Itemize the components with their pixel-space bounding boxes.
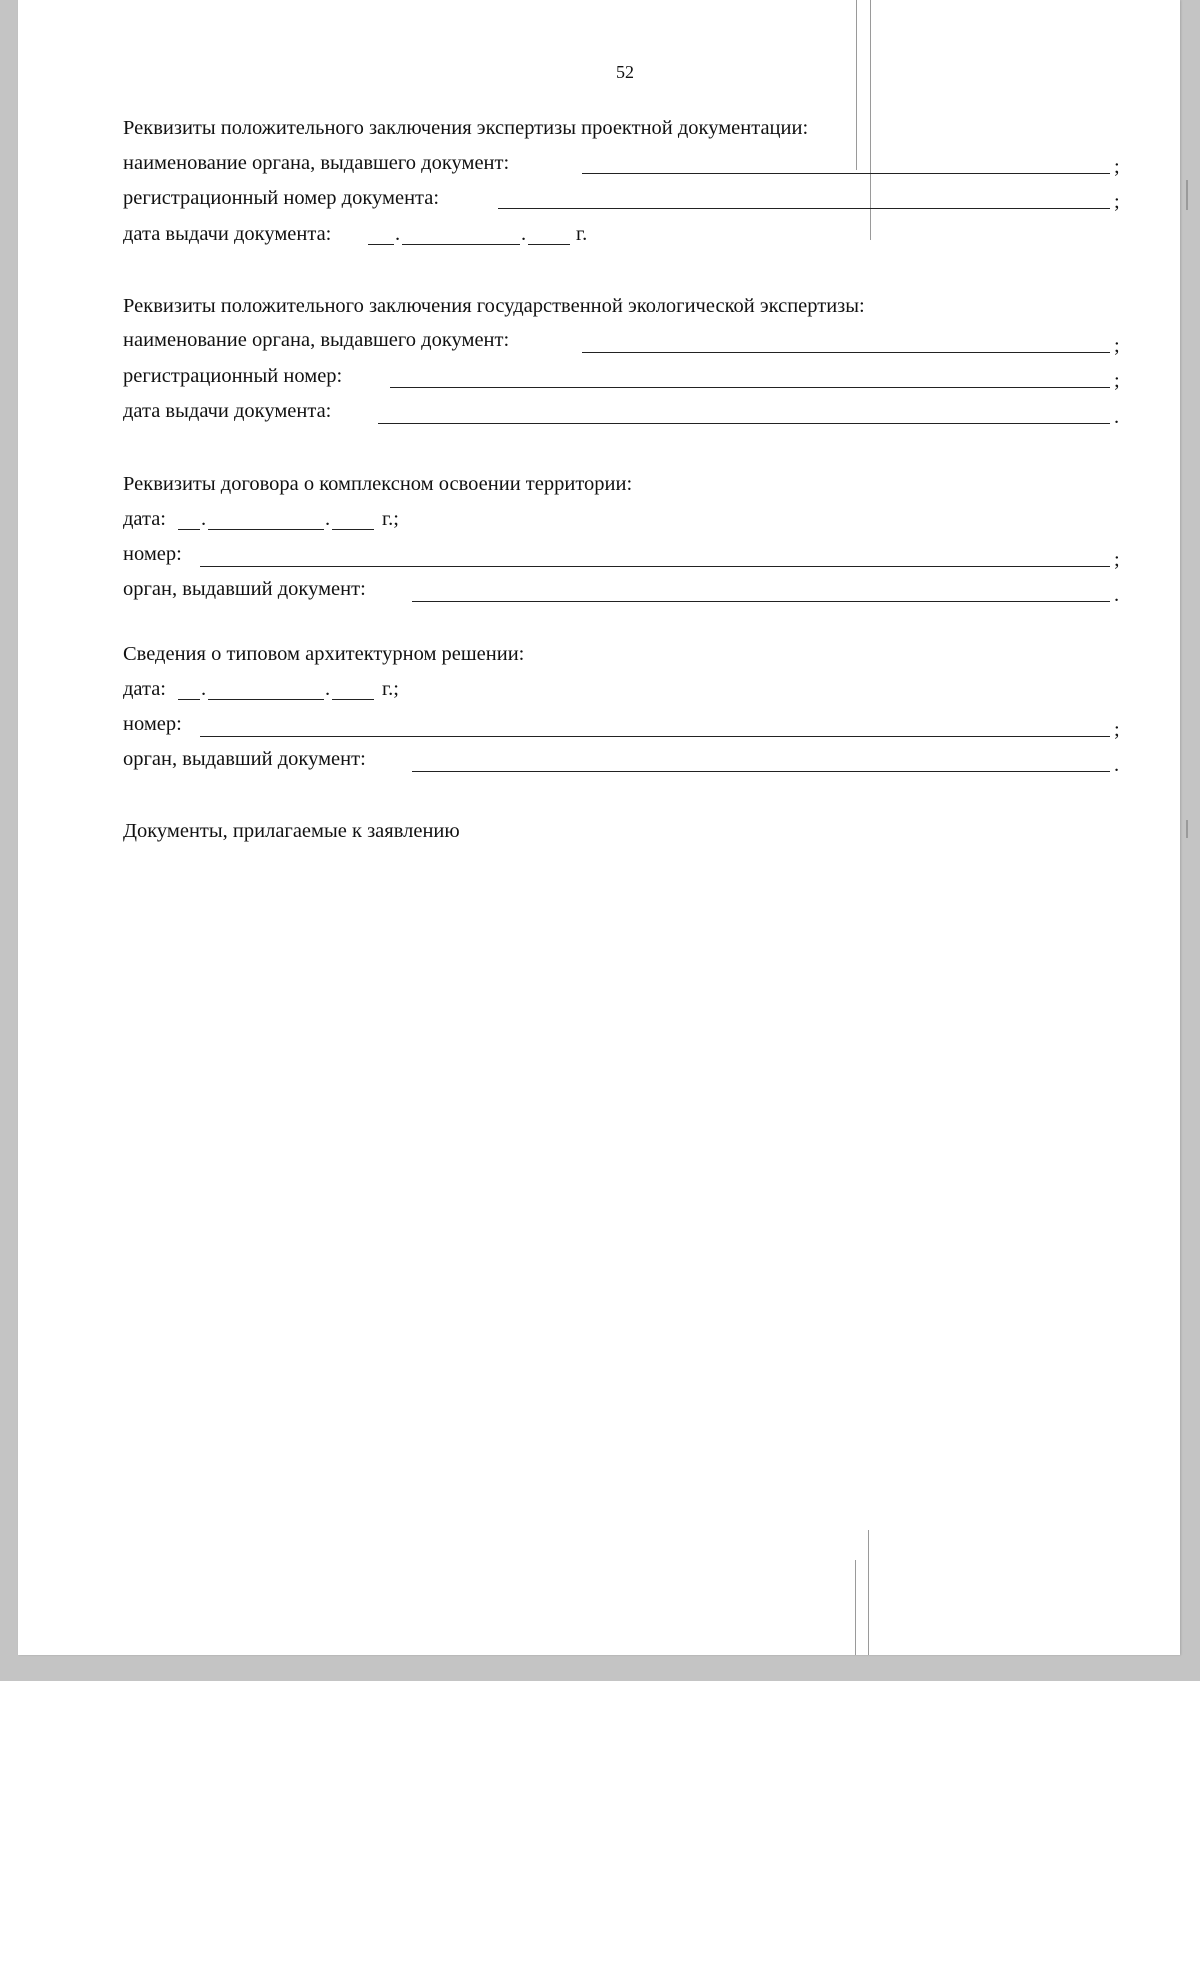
scan-artifact-line: [870, 0, 871, 240]
date-separator: .: [395, 223, 401, 245]
fill-in-line: [582, 173, 1110, 174]
date-separator: .: [521, 223, 527, 245]
field-label: регистрационный номер документа:: [123, 187, 440, 209]
field-label: орган, выдавший документ:: [123, 748, 366, 770]
date-day-blank: [368, 244, 394, 245]
field-label: орган, выдавший документ:: [123, 578, 366, 600]
fill-in-line: [200, 566, 1110, 567]
fill-in-line: [378, 423, 1110, 424]
date-separator: .: [325, 508, 331, 530]
field-end: ;: [1114, 719, 1120, 741]
scan-artifact-line: [855, 1560, 856, 1655]
field-end: ;: [1114, 191, 1120, 213]
date-year-blank: [332, 529, 374, 530]
field-end: .: [1114, 754, 1120, 776]
fill-in-line: [582, 352, 1110, 353]
scan-artifact-mark: [1186, 180, 1188, 210]
section-heading: Сведения о типовом архитектурном решении:: [123, 643, 525, 665]
field-end: .: [1114, 584, 1120, 606]
date-suffix: г.;: [382, 678, 399, 700]
attachments-heading: Документы, прилагаемые к заявлению: [123, 820, 460, 842]
field-end: ;: [1114, 549, 1120, 571]
date-month-blank: [402, 244, 520, 245]
date-month-blank: [208, 529, 324, 530]
field-label: номер:: [123, 713, 182, 735]
field-end: .: [1114, 406, 1120, 428]
scan-artifact-line: [868, 1530, 869, 1655]
date-year-blank: [528, 244, 570, 245]
field-end: ;: [1114, 335, 1120, 357]
date-day-blank: [178, 529, 200, 530]
date-separator: .: [325, 678, 331, 700]
date-day-blank: [178, 699, 200, 700]
section-heading: Реквизиты договора о комплексном освоении территории:: [123, 473, 633, 495]
field-label: дата выдачи документа:: [123, 223, 332, 245]
field-label: наименование органа, выдавшего документ:: [123, 152, 510, 174]
section-heading: Реквизиты положительного заключения государственной экологической экспертизы:: [123, 295, 865, 317]
field-end: ;: [1114, 156, 1120, 178]
fill-in-line: [498, 208, 1110, 209]
date-separator: .: [201, 508, 207, 530]
scan-artifact-line: [856, 0, 857, 170]
date-year-blank: [332, 699, 374, 700]
field-end: ;: [1114, 370, 1120, 392]
fill-in-line: [200, 736, 1110, 737]
page-number: 52: [616, 62, 634, 82]
field-label: номер:: [123, 543, 182, 565]
field-label: регистрационный номер:: [123, 365, 343, 387]
date-suffix: г.: [576, 223, 588, 245]
date-suffix: г.;: [382, 508, 399, 530]
date-month-blank: [208, 699, 324, 700]
field-label: дата выдачи документа:: [123, 400, 332, 422]
fill-in-line: [412, 771, 1110, 772]
field-label: дата:: [123, 678, 167, 700]
field-label: наименование органа, выдавшего документ:: [123, 329, 510, 351]
scan-artifact-mark: [1186, 820, 1188, 838]
date-separator: .: [201, 678, 207, 700]
fill-in-line: [390, 387, 1110, 388]
fill-in-line: [412, 601, 1110, 602]
section-heading: Реквизиты положительного заключения экспертизы проектной документации:: [123, 117, 809, 139]
field-label: дата:: [123, 508, 167, 530]
